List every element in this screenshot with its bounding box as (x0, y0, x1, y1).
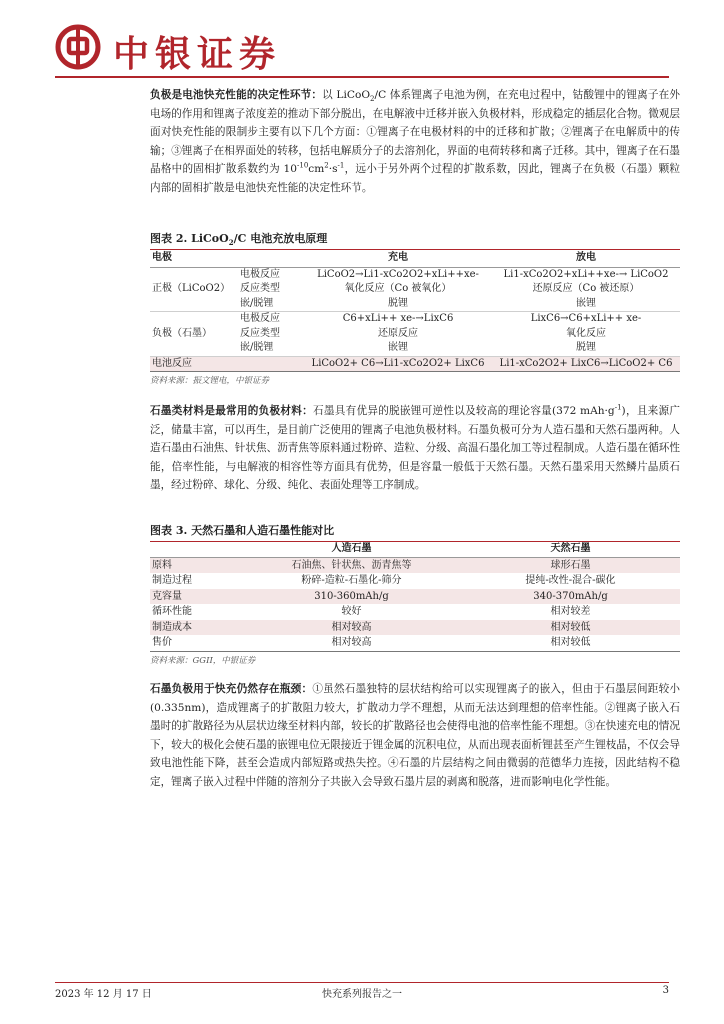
table-cell: 氧化反应（Co 被氧化） (344, 283, 452, 294)
table-cell: 340-370mAh/g (533, 590, 608, 602)
paragraph-lead: 负极是电池快充性能的决定性环节： (150, 89, 323, 101)
figure-title (150, 230, 680, 250)
table-cell: 还原反应 (378, 327, 418, 339)
table-cell: 正极（LiCoO2） (150, 267, 238, 312)
table-cell: 相对较高 (242, 635, 461, 651)
subscript: 2 (370, 95, 375, 104)
table-cell: 电极反应 (240, 313, 280, 324)
paragraph-lead: 石墨类材料是最常用的负极材料： (150, 405, 313, 417)
superscript: -1 (614, 403, 622, 412)
paragraph-graphite-anode (150, 402, 680, 495)
table-cell: 电极反应 (240, 268, 280, 280)
table-cell: 提纯-改性-混合-碳化 (525, 575, 616, 586)
table-cell: LiCoO2→Li1-xCo2O2+xLi++xe- (317, 268, 479, 280)
table-cell: 嵌锂 (304, 341, 492, 356)
table-cell: 氧化反应 (566, 327, 606, 339)
table-cell: 负极（石墨） (150, 312, 238, 357)
footer-series: 快充系列报告之一 (322, 989, 402, 1000)
charge-discharge-table (150, 250, 680, 372)
table-cell: Li1-xCo2O2+xLi++xe-→ LiCoO2 (503, 268, 669, 280)
graphite-comparison-table (150, 542, 680, 652)
table-row (150, 267, 680, 282)
table-header (238, 250, 304, 267)
figure-3 (150, 522, 680, 666)
table-cell: 相对较低 (550, 621, 591, 633)
paragraph-graphite-bottleneck (150, 680, 680, 792)
brand-name: 中银证券 (113, 34, 282, 75)
table-cell: 制造成本 (152, 621, 192, 633)
table-cell: 粉碎-造粒-石墨化-筛分 (301, 575, 402, 586)
table-cell: LiCoO2+ C6→Li1-xCo2O2+ LixC6 (304, 356, 492, 372)
table-cell: 310-360mAh/g (314, 590, 389, 602)
paragraph-text: cm (308, 163, 325, 176)
table-row (150, 620, 680, 636)
footer-divider (55, 982, 669, 983)
paragraph-lead: 石墨负极用于快充仍然存在瓶颈： (150, 683, 313, 695)
table-cell: 脱锂 (304, 297, 492, 312)
table-header-row (150, 250, 680, 267)
table-cell: 嵌锂 (492, 297, 680, 312)
table-cell: 制造过程 (152, 575, 192, 586)
subscript: 2 (228, 238, 234, 248)
figure-source: 资料来源：振文锂电，中银证券 (150, 376, 270, 386)
table-cell: 反应类型 (240, 327, 280, 339)
table-row (150, 312, 680, 327)
bank-of-china-logo-icon (55, 24, 101, 70)
figure-title: 图表 3. 天然石墨和人造石墨性能对比 (150, 522, 680, 542)
table-header-row (150, 542, 680, 557)
table-row (150, 604, 680, 620)
table-cell: 脱锂 (492, 341, 680, 356)
table-cell: 相对较高 (331, 621, 372, 633)
table-cell: 还原反应（Co 被还原） (532, 283, 640, 294)
superscript: -10 (297, 161, 309, 170)
paragraph-text: ，远小于另外两个过程的扩散系数，因此，锂离子在负极（石墨）颗粒内部的固相扩散是电池快充性能的决定性环节。 (150, 163, 680, 194)
table-cell: 石油焦、针状焦、沥青焦等 (291, 559, 412, 571)
superscript: 2 (324, 161, 329, 170)
paragraph-text: ①虽然石墨独特的层状结构给可以实现锂离子的嵌入，但由于石墨层间距较小(0.335nm)，造成锂离子的扩散阻力较大，扩散动力学不理想，从而无法达到理想的倍率性能。②锂离子嵌入石墨时的扩散路径为从层状边缘至材料内部，较长的扩散路径也会使得电池的倍率性能不理想。③在快速充电的情况下，较大的极化会使石墨的嵌锂电位无限接近于锂金属的沉积电位，从而出现表面析锂甚至产生锂枝晶，不仅会导致电池性能下降，甚至会造成内部短路或热失控。④石墨的片层结构之间由微弱的范德华力连接，因此结构不稳定，锂离子嵌入过程中伴随的溶剂分子共嵌入会导致石墨片层的剥离和脱落，进而影响电化学性能。 (150, 683, 681, 788)
table-cell: 原料 (152, 559, 172, 571)
table-cell: 克容量 (152, 590, 182, 602)
table-cell: 球形石墨 (550, 559, 591, 571)
table-cell: Li1-xCo2O2+ LixC6→LiCoO2+ C6 (492, 356, 680, 372)
table-row (150, 356, 680, 372)
table-header: 天然石墨 (461, 542, 680, 557)
figure-title-part: 图表 2. LiCoO (150, 232, 229, 245)
table-cell: 嵌/脱锂 (238, 297, 304, 312)
page-number: 3 (662, 985, 669, 996)
superscript: -1 (337, 161, 345, 170)
table-cell: C6+xLi++ xe-→LixC6 (342, 313, 454, 324)
table-cell: 较好 (341, 606, 362, 617)
table-cell: 电池反应 (150, 356, 304, 372)
table-cell: 售价 (150, 635, 242, 651)
table-cell: LixC6→C6+xLi++ xe- (530, 313, 642, 324)
table-header: 放电 (492, 250, 680, 267)
table-row (150, 635, 680, 651)
paragraph-text: )，且来源广泛，储量丰富，可以再生，是目前广泛使用的锂离子电池负极材料。石墨负极可分为人造石墨和天然石墨两种。人造石墨由石油焦、针状焦、沥青焦等原料通过粉碎、造粒、分级、高温石墨化加工等过程制成。人造石墨在循环性能，倍率性能，与电解液的相容性等方面具有优势，但是容量一般低于天然石墨。天然石墨采用天然鳞片晶质石墨，经过粉碎、球化、分级、纯化、表面处理等工序制成。 (150, 405, 681, 492)
table-row (150, 589, 680, 605)
paragraph-text: ·s (328, 163, 338, 176)
paragraph-text: /C 体系锂离子电池为例，在充电过程中，钴酸锂中的锂离子在外电场的作用和锂离子浓度差的推动下部分脱出，在电解液中迁移并嵌入负极材料，形成稳定的插层化合物。微观层面对快充性能的限制步主要有以下几个方面：①锂离子在电极材料的中的迁移和扩散；②锂离子在电解质中的传输；③锂离子在相界面处的转移，包括电解质分子的去溶剂化，界面的电荷转移和离子迁移。其中，锂离子在石墨晶格中的固相扩散系数约为 10 (150, 89, 681, 176)
paragraph-text: 以 LiCoO (322, 89, 371, 101)
table-cell: 循环性能 (152, 606, 192, 617)
figure-title-part: /C 电池充放电原理 (233, 232, 328, 245)
table-header: 充电 (304, 250, 492, 267)
table-cell: 相对较差 (550, 606, 591, 617)
table-header: 电极 (150, 250, 238, 267)
figure-source: 资料来源：GGII，中银证券 (150, 655, 256, 666)
table-cell: 反应类型 (240, 283, 280, 294)
table-row (150, 557, 680, 573)
paragraph-anode-decisive (150, 86, 680, 198)
table-cell: 相对较低 (461, 635, 680, 651)
table-row (150, 573, 680, 589)
table-header (150, 542, 242, 557)
figure-2 (150, 230, 680, 386)
header-divider (55, 76, 669, 78)
paragraph-text: 石墨具有优异的脱嵌锂可逆性以及较高的理论容量(372 mAh·g (313, 405, 615, 417)
table-header: 人造石墨 (242, 542, 461, 557)
table-cell: 嵌/脱锂 (238, 341, 304, 356)
footer-date: 2023 年 12 月 17 日 (55, 989, 152, 1000)
